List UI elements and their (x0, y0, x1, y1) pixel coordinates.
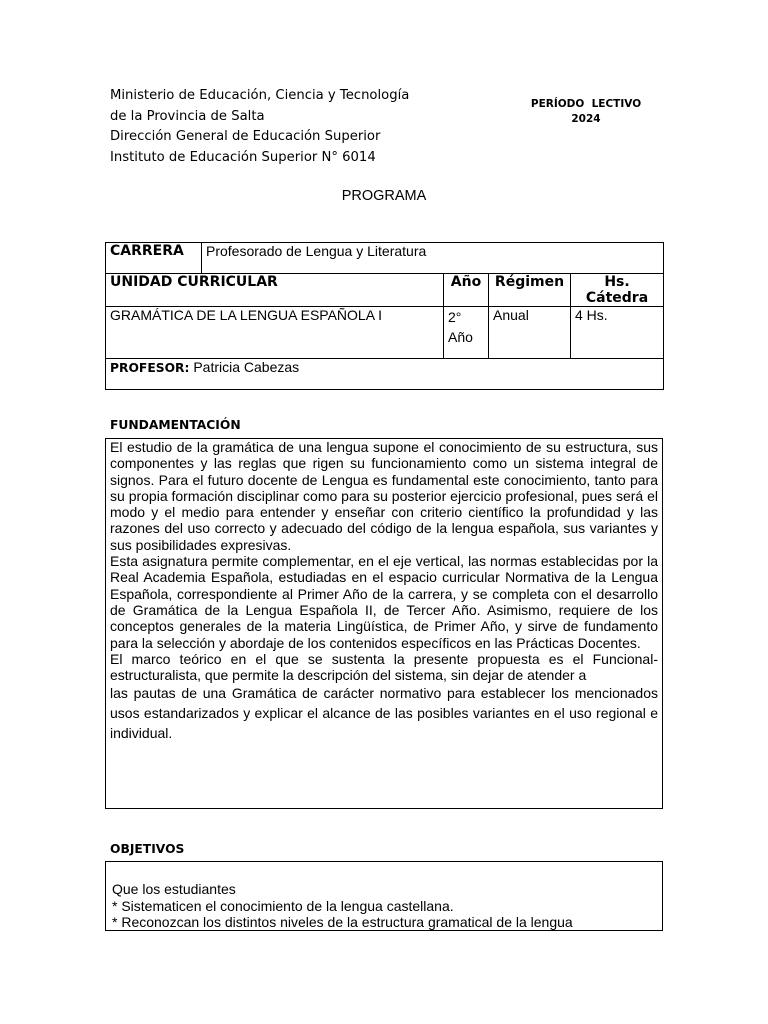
header-line-direction: Dirección General de Educación Superior (110, 129, 381, 144)
header-line-ministry: Ministerio de Educación, Ciencia y Tecnología (110, 88, 410, 103)
regimen-label: Régimen (489, 274, 571, 307)
course-info-table (105, 242, 664, 390)
unidad-header-row (106, 274, 664, 307)
fundamentacion-paragraph-3a: El marco teórico en el que se sustenta la presente propuesta es el Funcional-estructuralista, que permite la descripción del sistema, sin dejar de atender a (110, 650, 658, 684)
objetivos-box (105, 861, 663, 931)
header-line-province: de la Provincia de Salta (110, 108, 265, 124)
period-label: PERÍODO LECTIVO (530, 98, 642, 110)
objetivos-item: * Reconozcan los distintos niveles de la estructura gramatical de la lengua (112, 914, 573, 931)
anio-value (444, 307, 489, 359)
horas-label: Hs. Cátedra (571, 274, 664, 307)
objetivos-intro: Que los estudiantes (112, 881, 236, 897)
fundamentacion-paragraph-2: Esta asignatura permite complementar, en el eje vertical, las normas establecidas por la Real Academia Española, estudiadas en el espacio curricular Normativa de la Lengua Española, correspondiente al Primer Año de la carrera, y se completa con el desarrollo de Gramática de la Lengua Española II, de Tercer Año. Asimismo, requiere de los conceptos generales de la materia Lingüística, de Primer Año, y sirve de fundamento para la selección y abordaje de los contenidos específicos en las Prácticas Docentes. (110, 553, 658, 651)
profesor-value: Patricia Cabezas (189, 359, 300, 375)
fundamentacion-title: FUNDAMENTACIÓN (110, 418, 241, 432)
carrera-value: Profesorado de Lengua y Literatura (202, 243, 664, 274)
objetivos-title: OBJETIVOS (110, 842, 185, 856)
header-line-institute: Instituto de Educación Superior N° 6014 (110, 149, 376, 165)
profesor-label: PROFESOR: (110, 361, 190, 375)
carrera-row (106, 243, 664, 274)
fundamentacion-box (105, 438, 663, 809)
profesor-row (106, 359, 664, 390)
anio-value-word: Año (448, 329, 473, 345)
fundamentacion-paragraph-3b: las pautas de una Gramática de carácter normativo para establecer los mencionados usos estandarizados y explicar el alcance de las posibles variantes en el uso regional e individual. (110, 685, 658, 742)
unidad-value-row (106, 307, 664, 359)
profesor-cell (106, 359, 664, 390)
anio-value-number: 2° (448, 309, 462, 325)
carrera-label: CARRERA (106, 243, 202, 274)
objetivos-item: * Sistematicen el conocimiento de la lengua castellana. (112, 897, 454, 914)
regimen-value: Anual (489, 307, 571, 359)
unidad-value: GRAMÁTICA DE LA LENGUA ESPAÑOLA I (106, 307, 444, 359)
page-title: PROGRAMA (341, 188, 427, 204)
institution-header (110, 86, 409, 168)
period-block (520, 97, 652, 127)
fundamentacion-paragraph-1: El estudio de la gramática de una lengua supone el conocimiento de su estructura, sus componentes y las reglas que rigen su funcionamiento como un sistema integral de signos. Para el futuro docente de Lengua es fundamental este conocimiento, tanto para su propia formación disciplinar como para su posterior ejercicio profesional, pues será el modo y el medio para entender y enseñar con criterio científico la profundidad y las razones del uso correcto y adecuado del código de la lengua española, sus variantes y sus posibilidades expresivas. (110, 439, 658, 553)
horas-value: 4 Hs. (571, 307, 664, 359)
period-year: 2024 (571, 113, 601, 125)
anio-label: Año (444, 274, 489, 307)
unidad-label: UNIDAD CURRICULAR (106, 274, 444, 307)
